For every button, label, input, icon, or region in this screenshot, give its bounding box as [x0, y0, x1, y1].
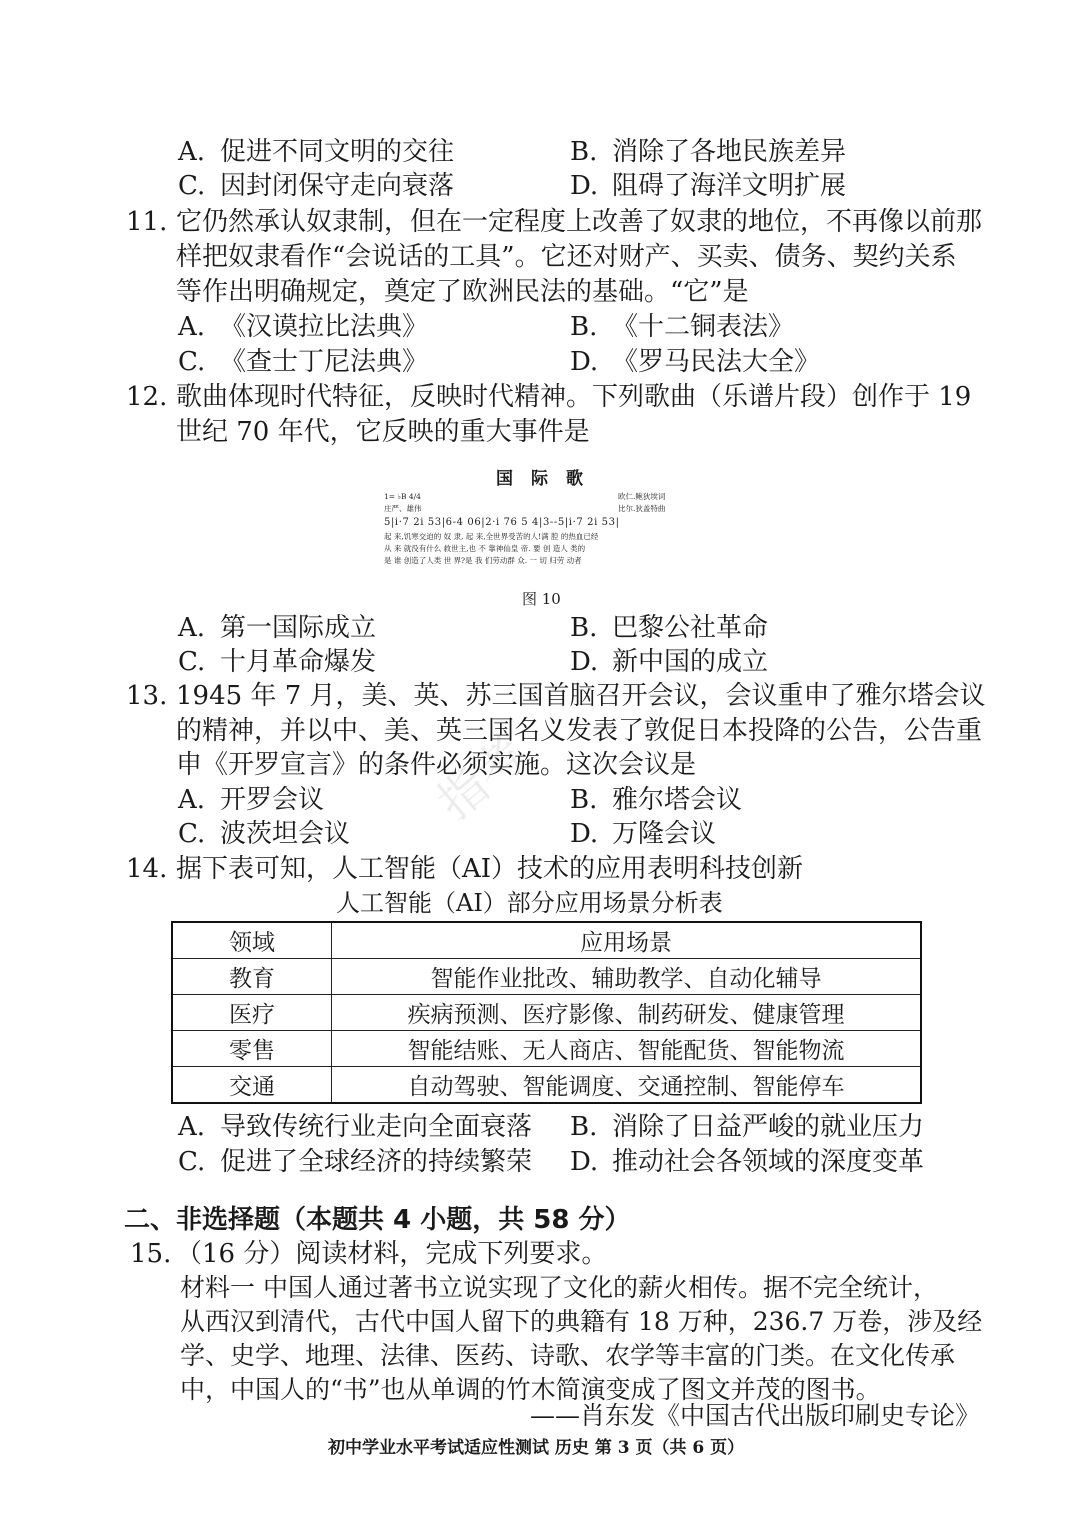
q11-stem-line: 等作出明确规定，奠定了欧洲民法的基础。“它”是	[176, 277, 749, 307]
q11-option-a: A. 《汉谟拉比法典》	[178, 312, 429, 342]
score-lyric-line: 从 来 就没有什么 救世主,也 不 靠神仙皇 帝. 要 创 造人 类的	[384, 544, 586, 553]
score-title: 国际歌	[496, 469, 601, 489]
table-cell-domain: 医疗	[172, 995, 332, 1031]
table-cell-scenarios: 自动驾驶、智能调度、交通控制、智能停车	[332, 1067, 922, 1104]
q11-option-d: D. 《罗马民法大全》	[570, 347, 821, 377]
material-line: 学、史学、地理、法律、医药、诗歌、农学等丰富的门类。在文化传承	[180, 1341, 956, 1370]
q13-option-a: A. 开罗会议	[178, 785, 325, 815]
q11-stem-line: 它仍然承认奴隶制，但在一定程度上改善了奴隶的地位，不再像以前那	[176, 207, 983, 237]
q12-stem-line: 歌曲体现时代特征，反映时代精神。下列歌曲（乐谱片段）创作于 19	[176, 382, 972, 412]
table-header-row	[172, 922, 921, 959]
q15-number: 15.	[130, 1239, 172, 1269]
table-cell-scenarios: 智能作业批改、辅助教学、自动化辅导	[332, 959, 922, 995]
q13-stem-line: 1945 年 7 月，美、英、苏三国首脑召开会议，会议重申了雅尔塔会议	[176, 681, 986, 711]
material-source: ——肖东发《中国古代出版印刷史专论》	[530, 1401, 981, 1430]
score-tempo: 庄严、雄伟	[384, 504, 422, 513]
material-line: 材料一 中国人通过著书立说实现了文化的薪火相传。据不完全统计，	[180, 1273, 938, 1302]
q15-intro: （16 分）阅读材料，完成下列要求。	[176, 1239, 608, 1269]
table-cell-domain: 交通	[172, 1067, 332, 1104]
table-row	[172, 1067, 921, 1104]
page-footer: 初中学业水平考试适应性测试 历史 第 3 页（共 6 页）	[328, 1438, 745, 1458]
q14-option-c: C. 促进了全球经济的持续繁荣	[178, 1147, 533, 1177]
table-cell-scenarios: 疾病预测、医疗影像、制药研发、健康管理	[332, 995, 922, 1031]
table-cell-scenarios: 智能结账、无人商店、智能配货、智能物流	[332, 1031, 922, 1067]
q13-stem-line: 的精神，并以中、美、英三国名义发表了敦促日本投降的公告，公告重	[176, 716, 983, 746]
table-header-cell: 应用场景	[332, 922, 922, 959]
q14-option-b: B. 消除了日益严峻的就业压力	[570, 1112, 925, 1142]
q13-option-d: D. 万隆会议	[570, 819, 717, 849]
score-lyricist: 欧仁.鲍狄埃词	[618, 492, 666, 501]
table-cell-domain: 零售	[172, 1031, 332, 1067]
q14-stem: 据下表可知，人工智能（AI）技术的应用表明科技创新	[176, 854, 804, 884]
q10-option-b: B. 消除了各地民族差异	[570, 137, 847, 167]
ai-application-table	[171, 921, 922, 1104]
q14-option-a: A. 导致传统行业走向全面衰落	[178, 1112, 533, 1142]
table-row	[172, 1031, 921, 1067]
material-line: 中，中国人的“书”也从单调的竹木简演变成了图文并茂的图书。	[180, 1375, 881, 1404]
q13-stem-line: 申《开罗宣言》的条件必须实施。这次会议是	[176, 750, 697, 780]
table-row	[172, 995, 921, 1031]
q14-option-d: D. 推动社会各领域的深度变革	[570, 1147, 925, 1177]
q13-option-c: C. 波茨坦会议	[178, 819, 351, 849]
figure-caption: 图 10	[522, 590, 561, 608]
q13-number: 13.	[126, 681, 168, 711]
q14-number: 14.	[126, 854, 168, 884]
score-composer: 比尔.狄盖特曲	[618, 504, 666, 513]
q12-option-b: B. 巴黎公社革命	[570, 613, 769, 643]
watermark: 指考	[427, 726, 537, 832]
score-lyric-line: 起 来,饥寒交迫的 奴 隶, 起 来,全世界受苦的人!满 腔 的热血已经	[384, 532, 599, 541]
q11-number: 11.	[126, 207, 168, 237]
q12-option-d: D. 新中国的成立	[570, 647, 769, 677]
score-figure	[380, 464, 710, 574]
score-lyric-line: 是 谁 创造了人类 世 界?是 我 们劳动群 众. 一 切 归劳 动者	[384, 556, 582, 565]
score-notation: 5|i·7 2i 53|6-4 06|2·i 76 5 4|3--5|i·7 2i 53|	[384, 517, 620, 528]
table-cell-domain: 教育	[172, 959, 332, 995]
material-line: 从西汉到清代，古代中国人留下的典籍有 18 万种，236.7 万卷，涉及经	[180, 1307, 983, 1336]
table-header-cell: 领域	[172, 922, 332, 959]
q10-option-d: D. 阻碍了海洋文明扩展	[570, 171, 847, 201]
section-heading: 二、非选择题（本题共 4 小题，共 58 分）	[124, 1205, 631, 1235]
q12-number: 12.	[126, 382, 168, 412]
q12-option-a: A. 第一国际成立	[178, 613, 377, 643]
q11-stem-line: 样把奴隶看作“会说话的工具”。它还对财产、买卖、债务、契约关系	[176, 242, 957, 272]
table-row	[172, 959, 921, 995]
q10-option-a: A. 促进不同文明的交往	[178, 137, 455, 167]
q10-option-c: C. 因封闭保守走向衰落	[178, 171, 455, 201]
q11-option-b: B. 《十二铜表法》	[570, 312, 795, 342]
q11-option-c: C. 《查士丁尼法典》	[178, 347, 429, 377]
score-key: 1= ♭B 4/4	[384, 492, 421, 501]
q12-option-c: C. 十月革命爆发	[178, 647, 377, 677]
q12-stem-line: 世纪 70 年代，它反映的重大事件是	[176, 417, 590, 447]
table-title: 人工智能（AI）部分应用场景分析表	[336, 889, 723, 917]
q13-option-b: B. 雅尔塔会议	[570, 785, 743, 815]
